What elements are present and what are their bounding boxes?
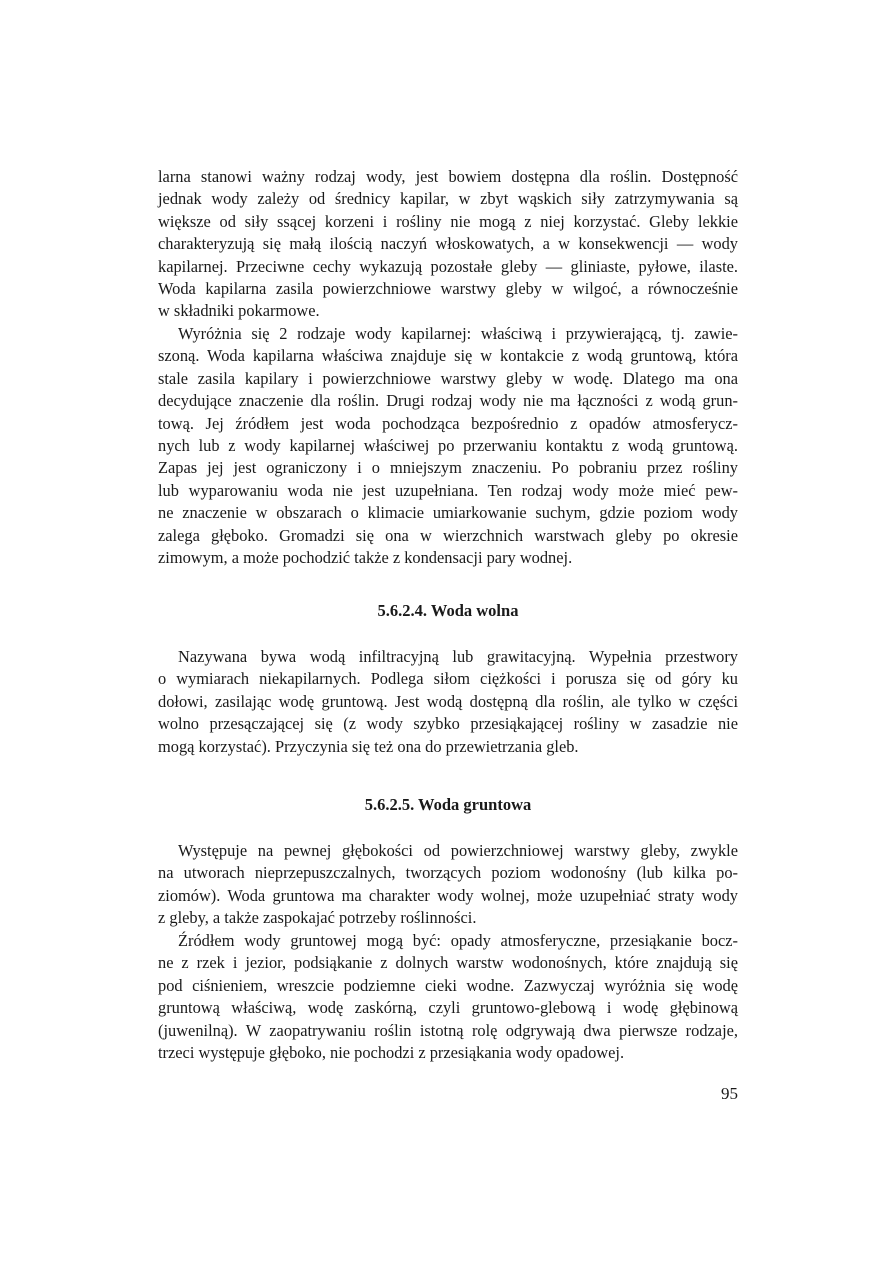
text-line: pod ciśnieniem, wreszcie podziemne cieki wodne. Zazwyczaj wyróżnia się wodę	[158, 975, 738, 995]
text-line: ziomów). Woda gruntowa ma charakter wody wolnej, może uzupełniać straty wody	[158, 885, 738, 905]
text-line: mogą korzystać). Przyczynia się też ona do przewietrzania gleb.	[158, 736, 579, 756]
text-line: Wyróżnia się 2 rodzaje wody kapilarnej: właściwą i przywierającą, tj. zawie-	[178, 324, 738, 343]
page-number: 95	[721, 1084, 738, 1103]
text-line: na utworach nieprzepuszczalnych, tworzących poziom wodonośny (lub kilka po-	[158, 863, 738, 883]
paragraph-groundwater-definition	[158, 840, 738, 930]
text-line: jednak wody zależy od średnicy kapilar, w zbyt wąskich siły zatrzymywania są	[158, 189, 738, 209]
text-line: ne z rzek i jezior, podsiąkanie z dolnych warstw wodonośnych, które znajdują się	[158, 953, 738, 973]
text-line: Woda kapilarna zasila powierzchniowe warstwy gleby w wilgoć, a równocześnie	[158, 279, 738, 299]
text-line: w składniki pokarmowe.	[158, 301, 320, 321]
text-line: Występuje na pewnej głębokości od powierzchniowej warstwy gleby, zwykle	[178, 841, 738, 860]
text-line: zimowym, a może pochodzić także z kondensacji pary wodnej.	[158, 548, 573, 568]
text-line: gruntową właściwą, wodę zaskórną, czyli gruntowo-glebową i wodę głębinową	[158, 998, 738, 1018]
text-line: o wymiarach niekapilarnych. Podlega siłom ciężkości i porusza się od góry ku	[158, 669, 738, 689]
text-line: nych lub z wody kapilarnej właściwej po przerwaniu kontaktu z wodą gruntową.	[158, 436, 738, 456]
text-line: wolno przesączającej się (z wody szybko przesiąkającej rośliny w zasadzie nie	[158, 714, 738, 734]
text-line: larna stanowi ważny rodzaj wody, jest bowiem dostępna dla roślin. Dostępność	[158, 167, 738, 186]
text-line: z gleby, a także zaspokajać potrzeby roślinności.	[158, 908, 477, 928]
text-line: dołowi, zasilając wodę gruntową. Jest wodą dostępną dla roślin, ale tylko w części	[158, 691, 738, 711]
section-heading-free-water: 5.6.2.4. Woda wolna	[377, 601, 519, 620]
text-line: szoną. Woda kapilarna właściwa znajduje się w kontakcie z wodą gruntową, która	[158, 346, 738, 366]
section-heading-groundwater: 5.6.2.5. Woda gruntowa	[364, 795, 532, 814]
text-line: lub wyparowaniu woda nie jest uzupełniana. Ten rodzaj wody może mieć pew-	[158, 480, 738, 500]
text-line: tową. Jej źródłem jest woda pochodząca bezpośrednio z opadów atmosferycz-	[158, 413, 738, 433]
text-line: Zapas jej jest ograniczony i o mniejszym znaczeniu. Po pobraniu przez rośliny	[158, 458, 738, 478]
paragraph-free-water	[158, 646, 738, 758]
text-line: charakteryzują się małą ilością naczyń włoskowatych, a w konsekwencji — wody	[158, 234, 738, 254]
text-line: decydujące znaczenie dla roślin. Drugi rodzaj wody nie ma łączności z wodą grun-	[158, 391, 738, 411]
text-line: Nazywana bywa wodą infiltracyjną lub grawitacyjną. Wypełnia przestwory	[178, 647, 738, 666]
paragraph-capillary-water-continued	[158, 166, 738, 323]
text-line: stale zasila kapilary i powierzchniowe warstwy gleby w wodę. Dlatego ma ona	[158, 368, 738, 388]
text-line: kapilarnej. Przeciwne cechy wykazują pozostałe gleby — gliniaste, pyłowe, ilaste.	[158, 256, 738, 276]
text-line: trzeci występuje głęboko, nie pochodzi z przesiąkania wody opadowej.	[158, 1043, 625, 1063]
paragraph-groundwater-sources	[158, 930, 738, 1064]
text-line: (juwenilną). W zaopatrywaniu roślin istotną rolę odgrywają dwa pierwsze rodzaje,	[158, 1020, 738, 1040]
text-line: Źródłem wody gruntowej mogą być: opady atmosferyczne, przesiąkanie bocz-	[178, 931, 738, 950]
paragraph-capillary-water-types	[158, 323, 738, 569]
text-line: ne znaczenie w obszarach o klimacie umiarkowanie suchym, gdzie poziom wody	[158, 503, 738, 523]
text-line: zalega głęboko. Gromadzi się ona w wierzchnich warstwach gleby po okresie	[158, 525, 738, 545]
text-line: większe od siły ssącej korzeni i rośliny nie mogą z niej korzystać. Gleby lekkie	[158, 211, 738, 231]
